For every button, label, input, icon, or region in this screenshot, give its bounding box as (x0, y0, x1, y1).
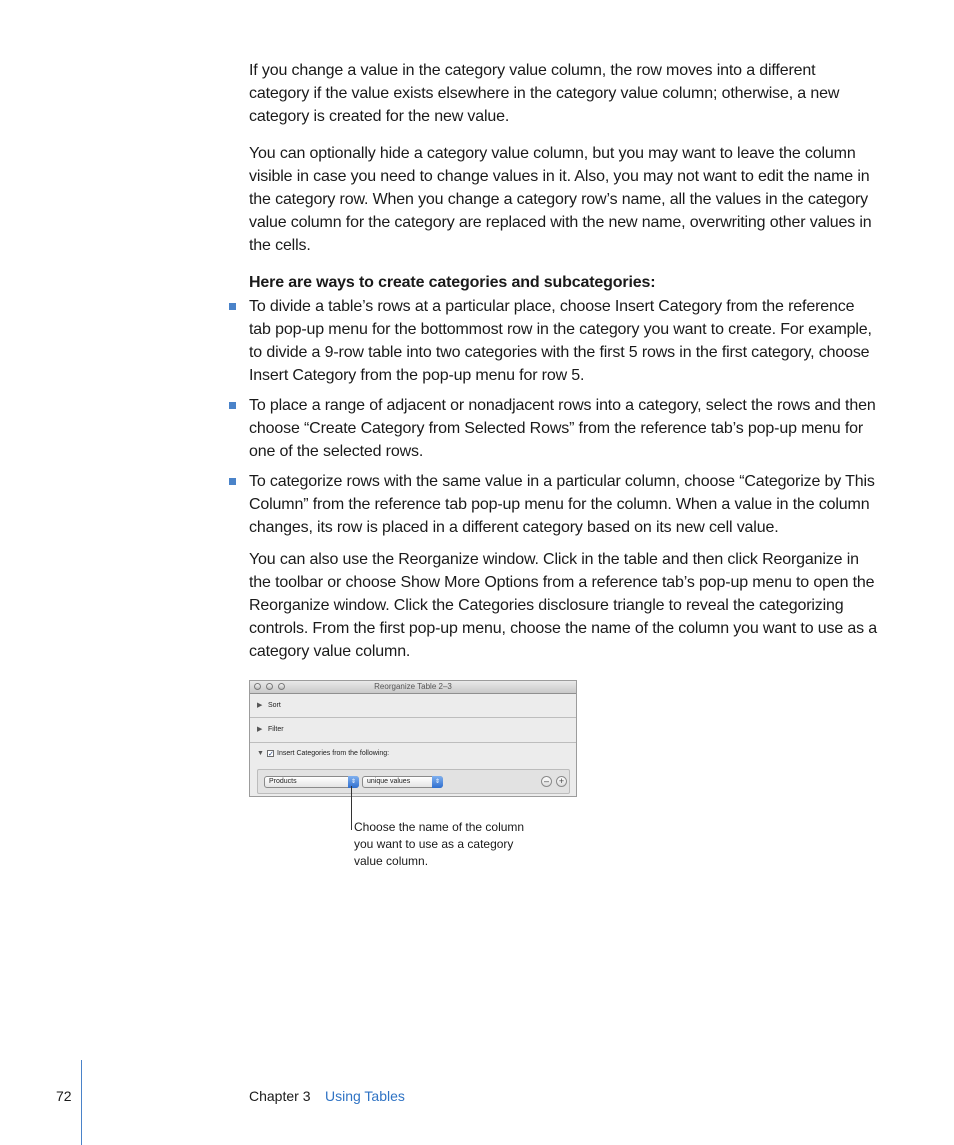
values-popup[interactable] (362, 776, 443, 788)
chapter-link[interactable]: Using Tables (325, 1088, 405, 1104)
footer-rule (81, 1060, 82, 1145)
bullet-square-icon (229, 402, 236, 409)
callout-caption: Choose the name of the column you want to use as a category value column. (354, 820, 525, 868)
paragraph-1: If you change a value in the category value column, the row moves into a different category if the value exists elsewhere in the category value column; otherwise, a new category is created for the new value. (249, 62, 840, 125)
disclosure-triangle-right-icon[interactable]: ▶ (257, 726, 263, 733)
filter-label: Filter (268, 726, 284, 733)
bullet-list (249, 295, 879, 539)
callout-line (351, 786, 352, 830)
list-lead-in: Here are ways to create categories and subcategories: (249, 274, 656, 291)
add-rule-button[interactable]: + (556, 776, 567, 787)
column-popup-value: Products (269, 778, 297, 785)
paragraph-3: You can also use the Reorganize window. Click in the table and then click Reorganize in the toolbar or choose Show More Options from a reference tab’s pop-up menu to open the Reorganize window. Click the Categories disclosure triangle to reveal the categorizing controls. From the first pop-up menu, choose the name of the column you want to use as a category value column. (249, 551, 878, 660)
window-title: Reorganize Table 2–3 (374, 682, 452, 691)
reorganize-window (249, 680, 577, 797)
categories-checkbox[interactable]: ✓ (268, 751, 274, 758)
bullet-square-icon (229, 478, 236, 485)
column-popup[interactable] (264, 776, 359, 788)
remove-rule-button[interactable]: – (541, 776, 552, 787)
categories-label: Insert Categories from the following: (277, 750, 390, 757)
values-popup-value: unique values (367, 778, 411, 785)
body-text (249, 59, 879, 677)
list-item (249, 394, 879, 463)
list-item-text: To divide a table’s rows at a particular place, choose Insert Category from the reference tab pop-up menu for the bottommost row in the category you want to create. For example, to divide a 9-row table into two categories with the first 5 rows in the first category, choose Insert Category from the pop-up menu for row 5. (249, 298, 872, 384)
chapter-label: Chapter 3 (249, 1088, 311, 1104)
window-titlebar (250, 681, 576, 694)
disclosure-triangle-down-icon[interactable]: ▼ (257, 750, 264, 757)
categories-section (250, 743, 576, 799)
popup-arrows-icon: ⇕ (432, 776, 443, 788)
list-item (249, 470, 879, 539)
list-item (249, 295, 879, 387)
popup-arrows-icon: ⇕ (348, 776, 359, 788)
sort-section[interactable] (250, 694, 576, 718)
categories-controls (257, 769, 570, 794)
sort-label: Sort (268, 702, 281, 709)
filter-section[interactable] (250, 718, 576, 743)
disclosure-triangle-right-icon[interactable]: ▶ (257, 702, 263, 709)
paragraph-2: You can optionally hide a category value column, but you may want to leave the column visible in case you need to change values in it. Also, you may not want to edit the name in the category row. When you change a category row’s name, all the values in the category value column for the category are replaced with the new name, overwriting other values in the cells. (249, 145, 872, 254)
page-number: 72 (56, 1088, 72, 1104)
list-item-text: To categorize rows with the same value in a particular column, choose “Categorize by This Column” from the reference tab pop-up menu for the column. When a value in the column changes, its row is placed in a different category based on its new cell value. (249, 473, 875, 536)
list-item-text: To place a range of adjacent or nonadjacent rows into a category, select the rows and then choose “Create Category from Selected Rows” from the reference tab’s pop-up menu for one of the selected rows. (249, 397, 876, 460)
bullet-square-icon (229, 303, 236, 310)
